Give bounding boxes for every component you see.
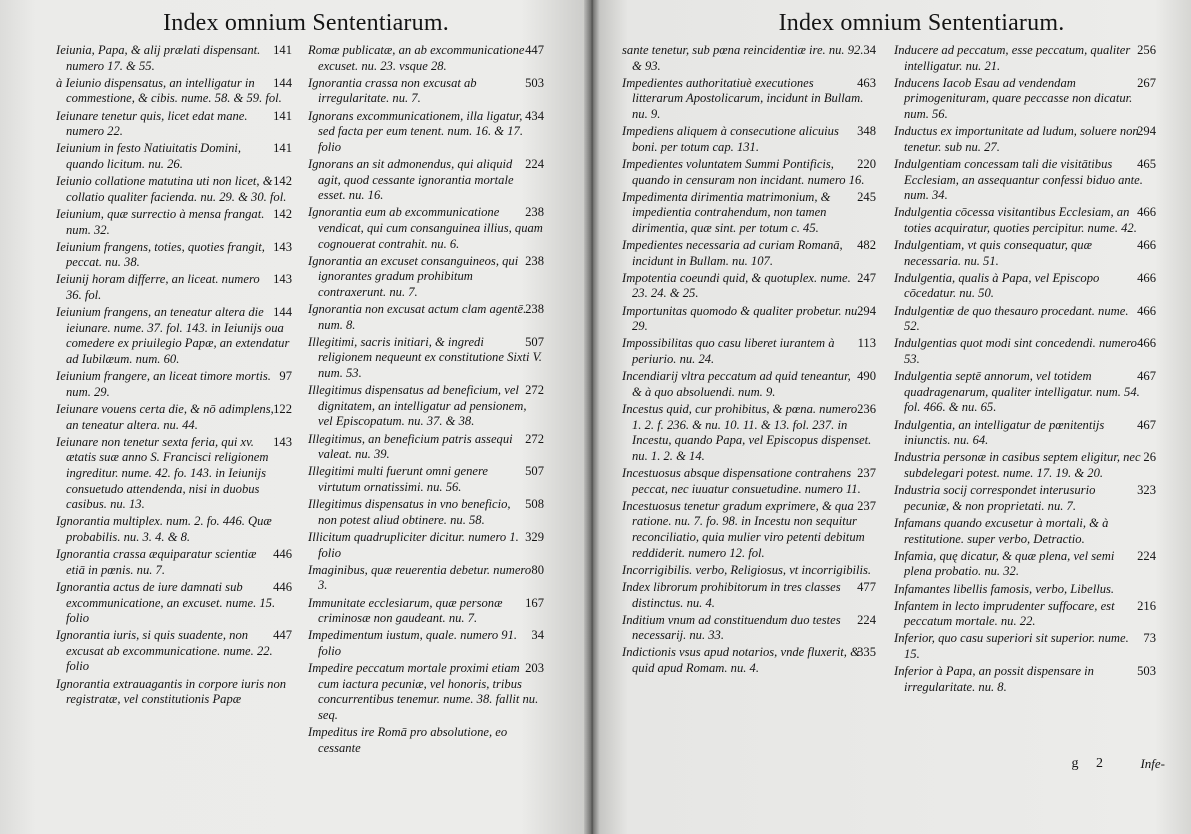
- entry-text: Indulgentia septē annorum, vel totidem quadragenarum, qualiter intelligatur. num. 54. fol. 466. & nu. 65.: [894, 369, 1140, 415]
- index-entry: [56, 435, 292, 513]
- page-reference: 294: [857, 303, 876, 318]
- entry-text: Impediens aliquem à consecutione alicuius boni. per totum cap. 131.: [622, 124, 839, 154]
- entry-text: Industria personæ in casibus septem eligitur, nec subdelegari potest. nume. 17. 19. & 20.: [894, 450, 1141, 480]
- index-entry: [894, 43, 1156, 74]
- index-entry: [56, 272, 292, 303]
- index-entry: [308, 530, 544, 561]
- index-entry: [622, 76, 876, 123]
- entry-text: Indulgentias quot modi sint concedendi. numero 53.: [894, 336, 1137, 367]
- page-reference: 141: [273, 43, 292, 57]
- entry-text: Illicitum quadrupliciter dicitur. numero 1. folio: [308, 529, 519, 560]
- entry-text: Indulgentia cōcessa visitantibus Ecclesiam, an toties acquiratur, quoties percipitur. nume. 42.: [894, 205, 1137, 235]
- page-reference: 238: [525, 205, 544, 220]
- page-reference: 465: [1137, 156, 1156, 171]
- page-reference: 26: [1143, 450, 1156, 465]
- entry-text: Infamantes libellis famosis, verbo, Libellus.: [894, 581, 1115, 596]
- index-entry: [56, 628, 292, 675]
- page-reference: 335: [857, 645, 876, 660]
- entry-text: Inditium vnum ad constituendum duo testes necessarij. nu. 33.: [622, 612, 841, 643]
- right-page: [592, 0, 1191, 834]
- index-entry: [894, 549, 1156, 580]
- entry-text: Incendiarij vltra peccatum ad quid teneantur, & à quo absoluendi. num. 9.: [622, 369, 851, 399]
- entry-text: Illegitimi, sacris initiari, & ingredi religionem nequeunt ex constitutione Sixti V. num. 53.: [308, 334, 542, 381]
- index-entry: [894, 304, 1156, 335]
- page-reference: 143: [273, 272, 292, 287]
- entry-text: Ignorantia iuris, si quis suadente, non excusat ab excommunicatione. nume. 22. folio: [56, 628, 273, 674]
- index-entry: [56, 207, 292, 238]
- index-entry: [894, 336, 1156, 367]
- index-entry: [56, 305, 292, 367]
- page-reference: 490: [857, 369, 876, 384]
- index-entry: [56, 43, 292, 74]
- page-reference: 237: [857, 465, 876, 480]
- index-entry: [308, 205, 544, 252]
- book-gutter: [584, 0, 600, 834]
- page-reference: 466: [1137, 205, 1156, 220]
- index-entry: [56, 547, 292, 578]
- entry-text: Impedientes voluntatem Summi Pontificis, quando in censuram non incidant. numero 16.: [622, 156, 865, 187]
- page-reference: 348: [857, 124, 876, 139]
- entry-text: Ieiunio collatione matutina uti non licet, & collatio qualiter facienda. nu. 29. & 30. fol.: [56, 174, 287, 204]
- index-entry: [622, 190, 876, 237]
- page-reference: 245: [857, 189, 876, 204]
- index-entry: [622, 43, 876, 74]
- index-entry: [622, 304, 876, 335]
- page-reference: 503: [1137, 664, 1156, 679]
- index-entry: [622, 369, 876, 400]
- index-entry: [894, 205, 1156, 236]
- index-entry: [622, 124, 876, 155]
- index-entry: [56, 141, 292, 172]
- page-reference: 144: [273, 305, 292, 320]
- entry-text: Impeditus ire Romā pro absolutione, eo cessante: [308, 725, 508, 755]
- index-entry: [894, 582, 1156, 598]
- index-entry: [622, 499, 876, 561]
- entry-text: Imaginibus, quæ reuerentia debetur. numero 3.: [308, 562, 532, 593]
- index-entry: [308, 76, 544, 107]
- page-reference: 446: [273, 547, 292, 562]
- entry-text: Incestus quid, cur prohibitus, & pœna. numero 1. 2. f. 236. & nu. 10. 11. & 13. fol. 237. in Incestu, quando Papa, vel Episcopus dispenset. nu. 1. 2. & 14.: [622, 402, 872, 463]
- page-reference: 434: [525, 108, 544, 123]
- index-entry: [894, 271, 1156, 302]
- entry-text: Importunitas quomodo & qualiter probetur. nu. 29.: [622, 303, 861, 334]
- entry-text: Ieiunij horam differre, an liceat. numero 36. fol.: [56, 272, 260, 303]
- right-column-b: [894, 43, 1156, 697]
- page-reference: 142: [273, 174, 292, 189]
- entry-text: Ieiunia, Papa, & alij prælati dispensant. numero 17. & 55.: [56, 43, 261, 73]
- entry-text: Illegitimi multi fuerunt omni genere virtutum ornatissimi. nu. 56.: [308, 464, 489, 494]
- index-entry: [56, 240, 292, 271]
- entry-text: Ieiunium frangens, an teneatur altera die ieiunare. nume. 37. fol. 143. in Ieiunijs oua comedere ex priuilegio Papæ, an extendatur ad Iubilæum. num. 60.: [56, 305, 290, 367]
- index-entry: [56, 174, 292, 205]
- index-entry: [622, 580, 876, 611]
- page-reference: 507: [525, 464, 544, 479]
- page-reference: 256: [1137, 43, 1156, 57]
- page-reference: 447: [525, 43, 544, 57]
- entry-text: Inferior à Papa, an possit dispensare in irregularitate. nu. 8.: [894, 664, 1094, 694]
- page-reference: 142: [273, 206, 292, 221]
- page-reference: 73: [1143, 631, 1156, 646]
- entry-text: Illegitimus dispensatus ad beneficium, vel dignitatem, an intelligatur ad pensionem, vel Episcopatum. nu. 37. & 38.: [308, 383, 527, 429]
- entry-text: Inductus ex importunitate ad ludum, soluere non tenetur. sub nu. 27.: [894, 124, 1139, 154]
- index-entry: [308, 596, 544, 627]
- entry-text: Ignorans excommunicationem, illa ligatur, sed facta per eum tenent. num. 16. & 17. folio: [308, 108, 523, 154]
- index-entry: [308, 464, 544, 495]
- page-reference: 224: [525, 156, 544, 171]
- entry-text: Ieiunium frangere, an liceat timore mortis. num. 29.: [56, 369, 271, 399]
- entry-text: Impedimenta dirimentia matrimonium, & impedientia contrahendum, non tamen dirimentia, quæ sint. per totum c. 45.: [622, 189, 831, 235]
- entry-text: Romæ publicatæ, an ab excommunicatione excuset. nu. 23. vsque 28.: [308, 43, 525, 73]
- running-head-left: Index omnium Sententiarum.: [163, 10, 449, 36]
- index-entry: [622, 271, 876, 302]
- page-reference: 446: [273, 579, 292, 594]
- entry-text: Illegitimus dispensatus in vno beneficio, non potest aliud obtinere. nu. 58.: [308, 497, 511, 527]
- entry-text: Impotentia coeundi quid, & quotuplex. nume. 23. 24. & 25.: [622, 270, 851, 301]
- page-reference: 247: [857, 270, 876, 285]
- page-reference: 122: [273, 402, 292, 416]
- page-reference: 503: [525, 75, 544, 90]
- entry-text: Incestuosus absque dispensatione contrahens peccat, nec iuuatur consuetudine. numero 11.: [622, 465, 861, 496]
- index-entry: [56, 369, 292, 400]
- entry-text: Index librorum prohibitorum in tres classes distinctus. nu. 4.: [622, 579, 841, 610]
- entry-text: Indulgentiam, vt quis consequatur, quæ necessaria. nu. 51.: [894, 238, 1092, 268]
- page-reference: 236: [857, 402, 876, 416]
- page-reference: 463: [857, 75, 876, 90]
- index-entry: [894, 664, 1156, 695]
- page-reference: 141: [273, 141, 292, 156]
- entry-text: Infamans quando excusetur à mortali, & à restitutione. super verbo, Detractio.: [894, 515, 1109, 546]
- entry-text: Infantem in lecto imprudenter suffocare, est peccatum mortale. nu. 22.: [894, 598, 1115, 629]
- entry-text: Infamia, quę dicatur, & quæ plena, vel semi plena probatio. nu. 32.: [894, 548, 1115, 579]
- page-reference: 143: [273, 434, 292, 449]
- entry-text: Impedire peccatum mortale proximi etiam cum iactura pecuniæ, vel honoris, tribus concurrentibus tenemur. nume. 38. fallit nu. seq.: [308, 661, 539, 722]
- index-entry: [622, 466, 876, 497]
- entry-text: Indulgentia, qualis à Papa, vel Episcopo cōcedatur. nu. 50.: [894, 270, 1100, 301]
- entry-text: Indulgentiæ de quo thesauro procedant. nume. 52.: [894, 303, 1129, 334]
- entry-text: Ignorantia crassa æquiparatur scientiæ etiā in pœnis. nu. 7.: [56, 547, 257, 577]
- index-entry: [894, 238, 1156, 269]
- entry-text: Ieiunare vouens certa die, & nō adimplens, an teneatur altera. nu. 44.: [56, 402, 274, 432]
- page-reference: 507: [525, 334, 544, 349]
- page-reference: 323: [1137, 483, 1156, 498]
- page-reference: 447: [273, 628, 292, 643]
- entry-text: Immunitate ecclesiarum, quæ personæ criminosæ non gaudeant. nu. 7.: [308, 595, 503, 626]
- page-reference: 466: [1137, 238, 1156, 253]
- index-entry: [622, 402, 876, 464]
- page-reference: 113: [857, 336, 876, 351]
- index-entry: [894, 631, 1156, 662]
- page-reference: 272: [525, 383, 544, 398]
- index-entry: [894, 418, 1156, 449]
- entry-text: à Ieiunio dispensatus, an intelligatur in commestione, & cibis. nume. 58. & 59. fol.: [56, 75, 282, 106]
- entry-text: Industria socij correspondet interusurio pecuniæ, & non proprietati. nu. 7.: [894, 483, 1096, 513]
- entry-text: Indulgentiam concessam tali die visitātibus Ecclesiam, an assequantur confessi biduo ante. num. 34.: [894, 156, 1143, 203]
- page-reference: 467: [1137, 417, 1156, 432]
- entry-text: Impossibilitas quo casu liberet iurantem à periurio. nu. 24.: [622, 336, 835, 367]
- page-reference: 238: [525, 302, 544, 317]
- page-reference: 466: [1137, 336, 1156, 351]
- entry-text: Impedimentum iustum, quale. numero 91. folio: [308, 628, 518, 658]
- page-reference: 238: [525, 253, 544, 268]
- index-entry: [894, 76, 1156, 123]
- entry-text: Inferior, quo casu superiori sit superior. nume. 15.: [894, 631, 1129, 662]
- right-column-a: [622, 43, 876, 678]
- entry-text: Ieiunare tenetur quis, licet edat mane. numero 22.: [56, 108, 248, 139]
- page-reference: 143: [273, 239, 292, 254]
- catchword: Infe-: [1140, 756, 1165, 771]
- page-reference: 224: [857, 612, 876, 627]
- index-entry: [894, 369, 1156, 416]
- index-entry: [56, 580, 292, 627]
- page-reference: 167: [525, 595, 544, 610]
- entry-text: Ieiunium frangens, toties, quoties frangit, peccat. nu. 38.: [56, 239, 265, 270]
- index-entry: [56, 76, 292, 107]
- page-reference: 144: [273, 75, 292, 90]
- entry-text: Ignorantia non excusat actum clam agentē. num. 8.: [308, 302, 527, 332]
- entry-text: Impedientes authoritatiuè executiones litterarum Apostolicarum, incidunt in Bullam. nu. 9.: [622, 75, 864, 121]
- entry-text: Ignorantia extrauagantis in corpore iuris non registratæ, vel constitutionis Papæ: [56, 676, 287, 707]
- entry-text: sante tenetur, sub pœna reincidentiæ ire. nu. 92. & 93.: [622, 43, 864, 73]
- entry-text: Ignorantia crassa non excusat ab irregularitate. nu. 7.: [308, 75, 477, 106]
- entry-text: Ignorantia actus de iure damnati sub excommunicatione, an excuset. nume. 15. folio: [56, 579, 276, 626]
- page-reference: 467: [1137, 369, 1156, 384]
- entry-text: Inducens Iacob Esau ad vendendam primogenituram, quare peccasse non dicatur. num. 56.: [894, 75, 1133, 121]
- index-entry: [56, 677, 292, 708]
- page-reference: 224: [1137, 548, 1156, 563]
- index-entry: [308, 725, 544, 756]
- index-entry: [894, 516, 1156, 547]
- page-reference: 34: [863, 43, 876, 57]
- index-entry: [308, 432, 544, 463]
- index-entry: [622, 336, 876, 367]
- index-entry: [308, 254, 544, 301]
- page-reference: 477: [857, 579, 876, 594]
- page-reference: 237: [857, 498, 876, 513]
- index-entry: [308, 302, 544, 333]
- entry-text: Impedientes necessaria ad curiam Romanā, incidunt in Bullam. nu. 107.: [622, 238, 843, 268]
- index-entry: [622, 613, 876, 644]
- index-entry: [308, 497, 544, 528]
- signature-mark: g 2: [1071, 756, 1103, 771]
- index-entry: [308, 563, 544, 594]
- index-entry: [894, 157, 1156, 204]
- index-entry: [308, 43, 544, 74]
- index-entry: [308, 661, 544, 723]
- running-head-right: Index omnium Sententiarum.: [778, 10, 1065, 36]
- entry-text: Ignorantia multiplex. num. 2. fo. 446. Quæ probabilis. nu. 3. 4. & 8.: [56, 514, 272, 544]
- entry-text: Ignorantia eum ab excommunicatione vendicat, qui cum consanguinea illius, quam cognouerat contrahit. nu. 6.: [308, 205, 543, 251]
- left-column-a: [56, 43, 292, 709]
- page-reference: 97: [279, 369, 292, 384]
- left-page: [0, 0, 592, 834]
- page-reference: 220: [857, 156, 876, 171]
- page-reference: 267: [1137, 75, 1156, 90]
- page-reference: 294: [1137, 124, 1156, 139]
- entry-text: Incorrigibilis. verbo, Religiosus, vt incorrigibilis.: [622, 562, 872, 577]
- index-entry: [56, 109, 292, 140]
- page-reference: 141: [273, 108, 292, 123]
- entry-text: Ieiunium, quæ surrectio à mensa frangat. num. 32.: [56, 206, 265, 237]
- index-entry: [308, 109, 544, 156]
- index-entry: [622, 563, 876, 579]
- page-reference: 80: [531, 562, 544, 577]
- index-entry: [622, 238, 876, 269]
- page-reference: 329: [525, 529, 544, 544]
- index-entry: [308, 628, 544, 659]
- entry-text: Incestuosus tenetur gradum exprimere, & qua ratione. nu. 7. fo. 98. in Incestu non sequitur reconciliatio, quia mulier viro petenti debitum reddiderit. numero 12. fol.: [622, 498, 865, 560]
- page-reference: 466: [1137, 303, 1156, 318]
- entry-text: Ignorans an sit admonendus, qui aliquid agit, quod cessante ignorantia mortale esset. nu. 16.: [308, 156, 514, 203]
- index-entry: [894, 450, 1156, 481]
- page-reference: 482: [857, 238, 876, 253]
- index-entry: [622, 157, 876, 188]
- entry-text: Ignorantia an excuset consanguineos, qui ignorantes gradum prohibitum contraxerunt. nu. 7.: [308, 253, 519, 299]
- left-column-b: [308, 43, 544, 758]
- index-entry: [308, 383, 544, 430]
- entry-text: Ieiunium in festo Natiuitatis Domini, quando licitum. nu. 26.: [56, 141, 242, 171]
- index-entry: [622, 645, 876, 676]
- index-entry: [56, 514, 292, 545]
- entry-text: Ieiunare non tenetur sexta feria, qui xv. ætatis suæ anno S. Francisci religionem ingreditur. nume. 42. fo. 143. in Ieiunijs consuetudo attendenda, nisi in duobus casibus. nu. 13.: [56, 434, 269, 512]
- page-reference: 508: [525, 497, 544, 512]
- entry-text: Indictionis vsus apud notarios, vnde fluxerit, & quid apud Romam. nu. 4.: [622, 645, 860, 676]
- page-reference: 466: [1137, 270, 1156, 285]
- entry-text: Illegitimus, an beneficium patris assequi valeat. nu. 39.: [308, 431, 513, 462]
- page-reference: 216: [1137, 598, 1156, 613]
- index-entry: [308, 157, 544, 204]
- page-reference: 203: [525, 661, 544, 676]
- index-entry: [56, 402, 292, 433]
- entry-text: Indulgentia, an intelligatur de pœnitentijs iniunctis. nu. 64.: [894, 417, 1105, 448]
- page-reference: 34: [531, 628, 544, 643]
- index-entry: [894, 599, 1156, 630]
- entry-text: Inducere ad peccatum, esse peccatum, qualiter intelligatur. nu. 21.: [894, 43, 1131, 73]
- page-reference: 272: [525, 431, 544, 446]
- index-entry: [894, 124, 1156, 155]
- index-entry: [308, 335, 544, 382]
- index-entry: [894, 483, 1156, 514]
